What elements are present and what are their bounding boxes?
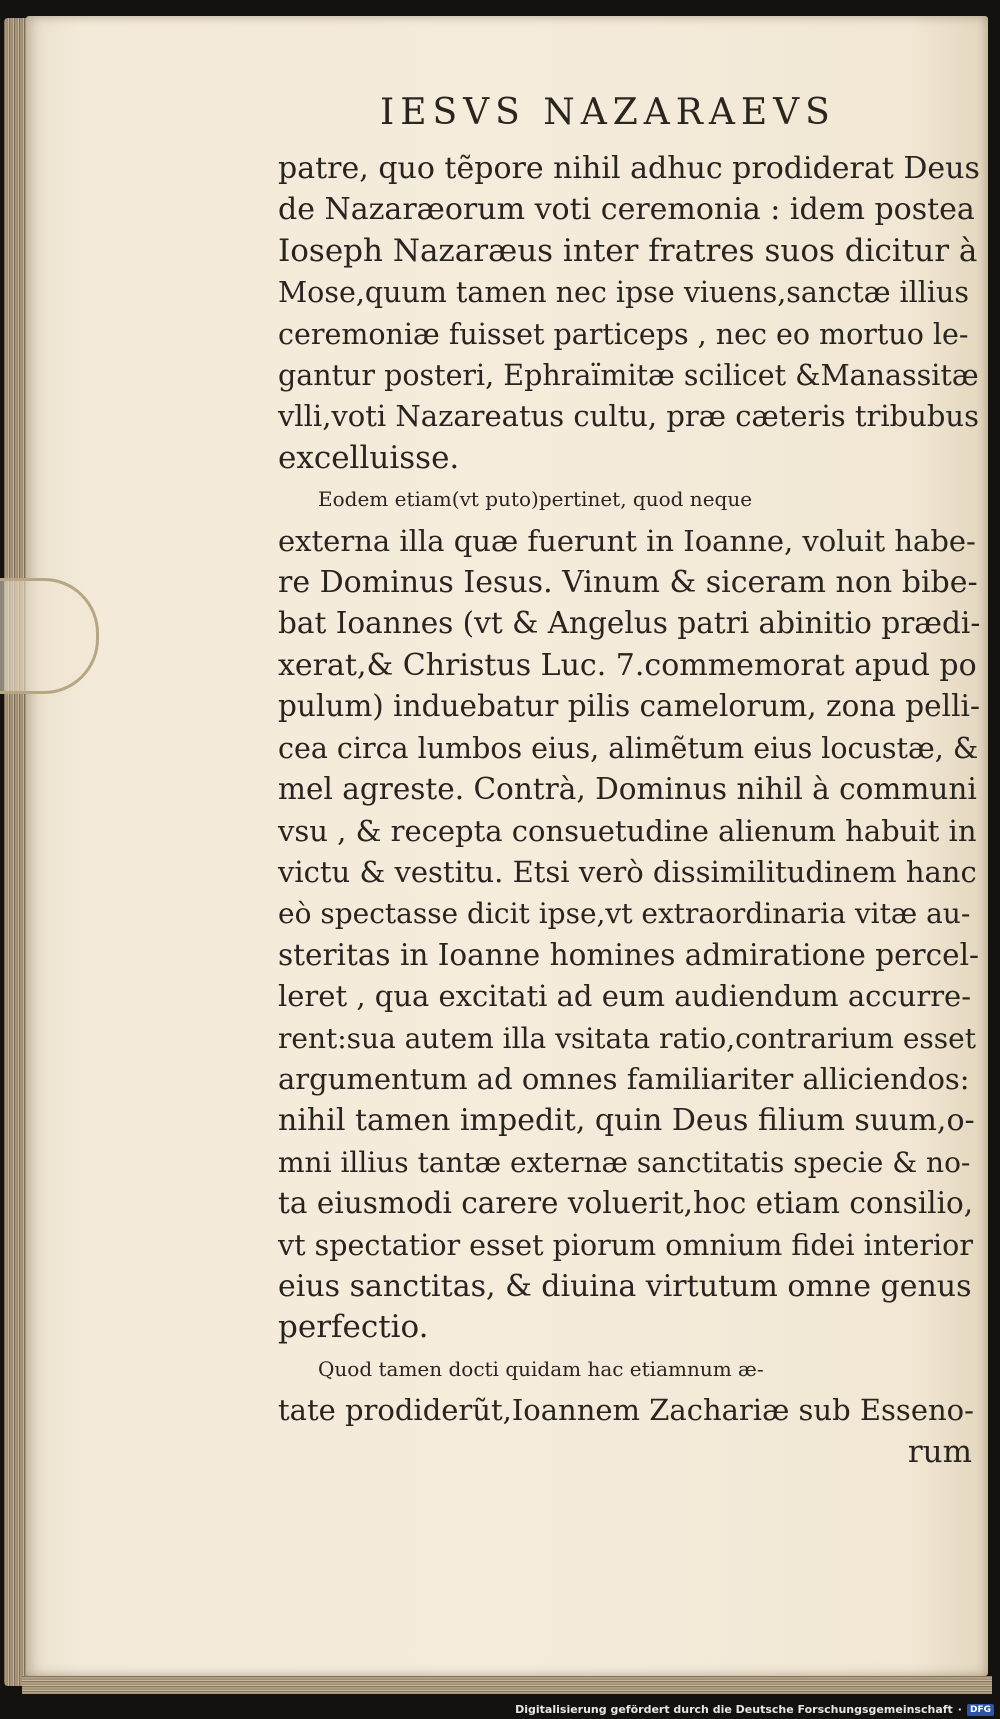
footer-credit-text: Digitalisierung gefördert durch die Deutsche Forschungsgemeinschaft — [515, 1703, 953, 1716]
page-edges-bottom — [22, 1676, 992, 1694]
text-line: Ioseph Nazaræus inter fratres suos dicitur à — [278, 232, 978, 269]
text-line: excelluisse. — [278, 439, 460, 476]
text-line: eius sanctitas, & diuina virtutum omne genus — [278, 1268, 972, 1304]
text-line: perfectio. — [278, 1309, 429, 1346]
text-line: vt spectatior esset piorum omnium fidei interior — [278, 1228, 973, 1262]
text-line: externa illa quæ fuerunt in Ioanne, voluit habe- — [278, 523, 976, 558]
text-line: ta eiusmodi carere voluerit,hoc etiam consilio, — [278, 1186, 974, 1221]
body-text — [278, 148, 981, 1473]
text-line: Eodem etiam(vt puto)pertinet, quod neque — [318, 487, 753, 512]
text-line: de Nazaræorum voti ceremonia : idem postea — [278, 192, 975, 228]
text-line: vlli,voti Nazareatus cultu, præ cæteris tribubus — [278, 399, 979, 434]
text-line: re Dominus Iesus. Vinum & siceram non bibe- — [278, 565, 978, 601]
text-line: ceremoniæ fuisset particeps , nec eo mortuo le- — [278, 317, 969, 351]
text-line: steritas in Ioanne homines admiratione percel- — [278, 937, 980, 972]
text-line: patre, quo tẽpore nihil adhuc prodiderat Deus — [278, 151, 980, 186]
text-line: xerat,& Christus Luc. 7.commemorat apud po — [278, 647, 977, 683]
text-line: cea circa lumbos eius, alimẽtum eius locustæ, & — [278, 731, 979, 765]
text-line: pulum) induebatur pilis camelorum, zona pelli- — [278, 689, 980, 724]
text-line: victu & vestitu. Etsi verò dissimilitudinem hanc — [278, 854, 977, 889]
text-line: eò spectasse dicit ipse,vt extraordinaria vitæ au- — [278, 897, 971, 931]
text-line: bat Ioannes (vt & Angelus patri abinitio prædi- — [278, 606, 981, 641]
text-line: nihil tamen impedit, quin Deus filium suum,o- — [278, 1103, 975, 1139]
text-line: gantur posteri, Ephraïmitæ scilicet &Manassitæ — [278, 359, 979, 393]
text-line: Mose,quum tamen nec ipse viuens,sanctæ illius — [278, 276, 969, 310]
text-line: tate prodiderũt,Ioannem Zachariæ sub Esseno- — [278, 1393, 974, 1428]
text-line: rent:sua autem illa vsitata ratio,contrarium esset — [278, 1021, 976, 1055]
text-line: Quod tamen docti quidam hac etiamnum æ- — [318, 1356, 764, 1381]
text-line: leret , qua excitati ad eum audiendum accurre- — [278, 979, 972, 1014]
footer-credit: Digitalisierung gefördert durch die Deutsche Forschungsgemeinschaft · DFG — [515, 1703, 994, 1716]
text-line: vsu , & recepta consuetudine alienum habuit in — [278, 813, 977, 848]
text-line: mel agreste. Contrà, Dominus nihil à communi — [278, 772, 977, 807]
text-line: argumentum ad omnes familiariter alliciendos: — [278, 1061, 970, 1096]
book-clasp — [0, 578, 99, 694]
running-head: IESVS NAZARAEVS — [380, 92, 836, 133]
dfg-logo: DFG — [967, 1704, 994, 1716]
text-line: mni illius tantæ externæ sanctitatis specie & no- — [278, 1145, 971, 1179]
text-line: rum — [907, 1433, 972, 1470]
